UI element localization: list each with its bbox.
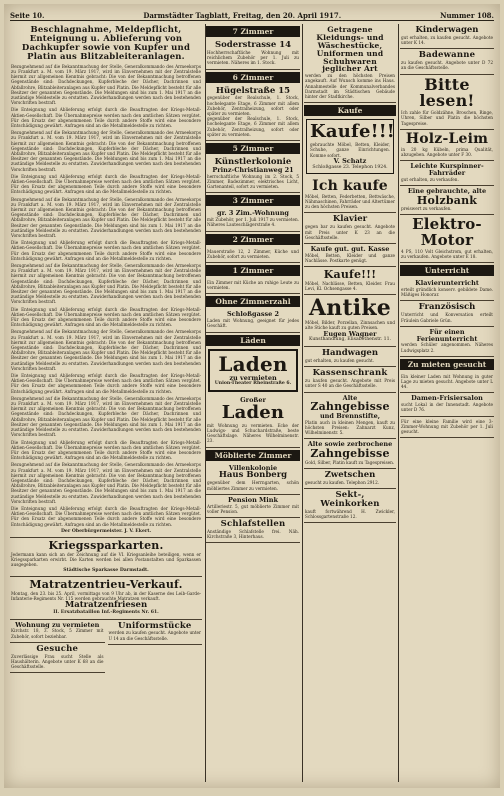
section-moeblierte-zimmer: Möblierte Zimmer: [206, 450, 300, 461]
ad-damen-title: Damen-Frisiersalon: [411, 394, 483, 403]
ad-huegelstrasse: [206, 85, 300, 142]
ad-zahngebisse-sub: und Brennstifte,: [319, 411, 381, 420]
ad-soderstrasse-title: Soderstrasse 14: [214, 40, 292, 50]
ad-klavierunterricht-title: Klavierunterricht: [415, 279, 479, 288]
ad-kaufe-gut: [304, 244, 396, 267]
col1-bottom-ads: [10, 620, 202, 674]
ad-damen-frisiersalon: [400, 393, 494, 416]
ad-laden-sub: zu vermieten: [229, 373, 277, 382]
ad-kaufe-box: [306, 119, 394, 174]
ad-kuenstlerkolonie-sub: Prinz-Christianweg 21: [212, 166, 294, 174]
ad-kriegssparkarten-body: Jedermann kann sich an der Zeichnung auf die VI. Kriegsanleihe beteiligen, wenn er Kriegssparkarten erwirbt. Die Karten werden bei allen Postanstalten und Sparkassen ausgegeben.: [11, 551, 201, 568]
ad-antike: [304, 295, 396, 347]
ad-elektro-motor-title: Elektro-Motor: [412, 215, 482, 250]
notice-kupfer-body-5: Bezugnehmend auf die Bekanntmachung der Stelle, Generalkommando des Armeekorps zu Frankfurt a. M. vom 19. März 1917, wird im Einvernehmen mit der Zentralstelle hiermit zur allgemeinen Kenntnis gebracht: Die von der Bekanntmachung betroffenen Gegenstände sind: Dachdeckungen, Kupferbleche der Dächer, Dachrinnen und Abfallrohre, Blitzableiteranlagen aus Kupfer und Platin. Die Meldepflicht besteht für alle Besitzer der genannten Gegenstände. Die Meldungen sind bis zum 1. Mai 1917 an die zuständige Meldestelle zu erstatten. Zuwiderhandlungen werden nach den bestehenden Vorschriften bestraft.: [11, 196, 201, 238]
ad-holzleim-body: in 20 kg Kübeln, prima Qualität, abzugeben. Angebote unter F 30.: [401, 146, 493, 157]
ad-kinderwagen-body: gut erhalten, zu kaufen gesucht. Angebote unter K 14.: [401, 34, 493, 46]
ad-zahngebisse-2-title: Zahngebisse: [310, 447, 390, 461]
ad-laden-gesucht: [400, 372, 494, 394]
ad-zwetschen-body: gesucht zu kaufen. Telephon 2912.: [305, 479, 380, 485]
ad-handwagen: [304, 347, 396, 367]
section-6-zimmer: 6 Zimmer: [206, 72, 300, 83]
ad-ich-kaufe-body: Möbel, Betten, Federbetten, Bettwäsche, Nähmaschinen, Fahrräder und Altertümer zu den höchsten Preisen.: [305, 193, 395, 210]
ad-kaufe-2-title: Kaufe!!!: [323, 268, 377, 282]
ad-ich-kaufe: [304, 177, 396, 213]
ad-kassenschrank: [304, 367, 396, 392]
notice-kupfer-body-14: Die Enteignung und Ablieferung erfolgt durch die Beauftragten der Kriegs-Metall-Aktien-Gesellschaft. Die Übernahmepreise werden nach den amtlichen Sätzen vergütet. Für den Ersatz der abgenommenen Teile durch andere Stoffe wird eine besondere Entschädigung gewährt. Anfragen sind an die Metallmeldestelle zu richten.: [11, 505, 201, 527]
ad-laden-body: Union-Theater Rheinstraße 6.: [214, 381, 292, 387]
page-number: Seite 10.: [10, 11, 45, 20]
ad-laden-title: Laden: [218, 351, 288, 376]
ad-zahngebisse-2: [304, 439, 396, 469]
ad-villenkolonie-sub: Haus Bonberg: [218, 470, 288, 481]
ad-kaufe-name: V. Schatz: [333, 156, 367, 165]
ad-pension-body: Artilleriestr. 5, gut möblierte Zimmer mit voller Pension.: [207, 503, 299, 514]
ad-kinderwagen: [400, 24, 494, 49]
ad-ferien: [400, 327, 494, 357]
ad-bitte-lesen-body: Ich zahle für Goldzähne, Broschen, Ringe, Uhren, Silber und Platin die höchsten Tagespreise.: [401, 110, 493, 126]
ad-kassenschrank-title: Kassenschrank: [312, 368, 388, 379]
section-5-zimmer: 5 Zimmer: [206, 143, 300, 154]
ad-villenkolonie: [206, 463, 300, 495]
ad-kleidung-title: Getragene Kleidungs- und Wäschestücke, Uniformen und Schuhwaren jeglicher Art: [316, 25, 384, 74]
ad-schlafstellen: [206, 518, 300, 543]
ad-gesuche-body: Zuverlässige Frau sucht Stelle als Haushälterin. Angebote unter K 68 an die Geschäftsstelle.: [11, 653, 104, 670]
ad-wohnung-gesucht: [400, 417, 494, 439]
ad-2-zimmer-body: Mauerstraße 12, 2 Zimmer, Küche und Zubehör, sofort zu vermieten.: [207, 248, 299, 259]
ad-bitte-lesen-title: Bitte lesen!: [419, 74, 475, 111]
ad-kaufe-gut-body: Möbel, Betten, Kleider und ganze Nachlässe. Postkarte genügt.: [305, 252, 395, 264]
ad-kriegssparkarten-footer: Städtische Sparkasse Darmstadt.: [63, 567, 149, 573]
ad-matratzen-footer: II. Ersatzbataillon Inf.-Regiments Nr. 61.: [53, 609, 159, 615]
ad-laden-gesucht-body: Ein kleiner Laden mit Wohnung in guter Lage zu mieten gesucht. Angebote unter L 44.: [401, 373, 493, 390]
ad-uniform-body: werden zu kaufen gesucht. Angebote unter U 14 an die Geschäftsstelle.: [108, 630, 201, 641]
ad-kassenschrank-body: zu kaufen gesucht. Angebote mit Preis unter S 40 an die Geschäftsstelle.: [305, 378, 395, 389]
notice-kupfer-heading: Beschlagnahme, Meldepflicht, Enteignung u. Ablieferung von Dachkupfer sowie von Kupfer und Platin aus Blitzableiteranlagen.: [21, 25, 191, 62]
ad-kaufe-title: Kaufe!!!: [310, 121, 395, 143]
ad-klavier-body: gegen bar zu kaufen gesucht. Angebote mit Preis unter K 23 an die Geschäftsstelle.: [305, 224, 395, 240]
ad-klavierunterricht: [400, 278, 494, 301]
ad-franzoesisch-body: Unterricht und Konversation erteilt Fräulein Gabriele Grün.: [401, 312, 493, 323]
ad-wohnung-gesucht-body: Für eine kleine Familie wird eine 3-Zimmer-Wohnung mit Zubehör per 1. Juli gesucht.: [401, 418, 493, 435]
ad-badewanne: [400, 49, 494, 74]
ad-gesuche: [10, 643, 105, 674]
ad-bitte-lesen: [400, 75, 494, 130]
ad-ferien-body: werden Schüler angenommen. Näheres Ludwigsplatz 2.: [401, 342, 493, 353]
ad-kuenstlerkolonie-title: Künstlerkolonie: [214, 157, 292, 168]
ad-kuenstlerkolonie: [206, 156, 300, 193]
notice-kupfer-body: Bezugnehmend auf die Bekanntmachung der Stelle, Generalkommando des Armeekorps zu Frankfurt a. M. vom 19. März 1917, wird im Einvernehmen mit der Zentralstelle hiermit zur allgemeinen Kenntnis gebracht: Die von der Bekanntmachung betroffenen Gegenstände sind: Dachdeckungen, Kupferbleche der Dächer, Dachrinnen und Abfallrohre, Blitzableiteranlagen aus Kupfer und Platin. Die Meldepflicht besteht für alle Besitzer der genannten Gegenstände. Die Meldungen sind bis zum 1. Mai 1917 an die zuständige Meldestelle zu erstatten. Zuwiderhandlungen werden nach den bestehenden Vorschriften bestraft.: [11, 63, 201, 106]
ad-grosser-laden-body: mit Wohnung zu vermieten. Ecke der Ludwigs- und Schuchardstraße, beste Geschäftslage. Näheres Wilhelminenstr. 23.: [207, 422, 299, 444]
ad-uniform: [108, 620, 203, 645]
ad-pension: [206, 495, 300, 518]
issue-number: Nummer 108.: [440, 11, 494, 20]
ad-badewanne-title: Badewanne: [418, 50, 476, 61]
ad-zwetschen: [304, 469, 396, 489]
notice-kupfer-body-9: Bezugnehmend auf die Bekanntmachung der Stelle, Generalkommando des Armeekorps zu Frankfurt a. M. vom 19. März 1917, wird im Einvernehmen mit der Zentralstelle hiermit zur allgemeinen Kenntnis gebracht: Die von der Bekanntmachung betroffenen Gegenstände sind: Dachdeckungen, Kupferbleche der Dächer, Dachrinnen und Abfallrohre, Blitzableiteranlagen aus Kupfer und Platin. Die Meldepflicht besteht für alle Besitzer der genannten Gegenstände. Die Meldungen sind bis zum 1. Mai 1917 an die zuständige Meldestelle zu erstatten. Zuwiderhandlungen werden nach den bestehenden Vorschriften bestraft.: [11, 329, 201, 371]
ad-antike-title: Antike: [308, 295, 392, 322]
ad-antike-body: Möbel, Bilder, Porzellan, Zinnsachen und alte Stiche kauft zu guten Preisen.: [305, 320, 395, 331]
ad-holzleim-title: Holz-Leim: [405, 130, 489, 147]
column-2: [206, 24, 303, 782]
section-unterricht: Unterricht: [400, 265, 494, 276]
col1-bottom-left: [10, 620, 105, 674]
ad-uniform-title: Uniformstücke: [117, 620, 192, 631]
ad-kriegssparkarten: [10, 538, 202, 577]
ad-kaufe-gut-title: Kaufe gut. gut. Kasse: [310, 245, 390, 253]
newspaper-title-date: Darmstädter Tagblatt, Freitag, den 20. April 1917.: [143, 11, 342, 20]
ad-1-zimmer: [206, 278, 300, 294]
ad-badewanne-body: zu kaufen gesucht. Angebote unter D 72 an die Geschäftsstelle.: [401, 60, 493, 71]
ad-kinderwagen-title: Kinderwagen: [415, 25, 479, 35]
ad-gesuche-title: Gesuche: [36, 643, 79, 654]
ad-wohnung-title: Wohnung zu vermieten: [15, 620, 100, 629]
section-3-zimmer: 3 Zimmer: [206, 195, 300, 206]
ad-klavier-title: Klavier: [332, 214, 368, 225]
ad-handwagen-body: gut erhalten, zu kaufen gesucht.: [305, 358, 375, 363]
ad-fahrrad-title: Leichte Kurspinner-Fahrräder: [410, 161, 484, 177]
section-7-zimmer: 7 Zimmer: [206, 26, 300, 37]
ad-matratzen-body: Montag, den 23. bis 25. April, vormittags von 9 Uhr ab, in der Kaserne des Leib-Garde-Infanterie-Regiments Nr. 115 werden gebrauchte Matratzen verkauft.: [11, 590, 201, 601]
masthead: [10, 8, 494, 21]
ad-soderstrasse: [206, 39, 300, 70]
notice-kupfer: [10, 24, 202, 538]
column-3: [304, 24, 399, 782]
section-ohne-zimmerzahl: Ohne Zimmerzahl: [206, 296, 300, 307]
ad-3-zimmer: [206, 208, 300, 231]
section-laeden: Läden: [206, 335, 300, 346]
ad-franzoesisch-title: Französisch: [418, 302, 476, 313]
ad-kaufe-2-body: Möbel, Nachlässe, Betten, Kleider. Frau Levi, Kl. Ochsengasse 4.: [305, 280, 395, 291]
ad-holzbank-body: preiswert zu verkaufen.: [401, 206, 452, 212]
ad-zahngebisse-title: Zahngebisse: [310, 400, 390, 414]
notice-kupfer-body-8: Die Enteignung und Ablieferung erfolgt durch die Beauftragten der Kriegs-Metall-Aktien-Gesellschaft. Die Übernahmepreise werden nach den amtlichen Sätzen vergütet. Für den Ersatz der abgenommenen Teile durch andere Stoffe wird eine besondere Entschädigung gewährt. Anfragen sind an die Metallmeldestelle zu richten.: [11, 306, 201, 328]
notice-kupfer-body-10: Die Enteignung und Ablieferung erfolgt durch die Beauftragten der Kriegs-Metall-Aktien-Gesellschaft. Die Übernahmepreise werden nach den amtlichen Sätzen vergütet. Für den Ersatz der abgenommenen Teile durch andere Stoffe wird eine besondere Entschädigung gewährt. Anfragen sind an die Metallmeldestelle zu richten.: [11, 373, 201, 394]
ad-matratzen-sub: Matratzenfriesen: [64, 600, 148, 611]
ad-huegelstrasse-title: Hügelstraße 15: [215, 85, 291, 96]
ad-antike-name: Eugen Wagner: [323, 329, 377, 338]
ad-kaufe-addr: Schloßgasse 23. Telephon 1924.: [312, 164, 388, 170]
ad-villenkolonie-title: Villenkolonie: [228, 463, 278, 472]
notice-kupfer-body-12: Die Enteignung und Ablieferung erfolgt durch die Beauftragten der Kriegs-Metall-Aktien-Gesellschaft. Die Übernahmepreise werden nach den amtlichen Sätzen vergütet. Für den Ersatz der abgenommenen Teile durch andere Stoffe wird eine besondere Entschädigung gewährt. Anfragen sind an die Metallmeldestelle zu richten.: [11, 439, 201, 461]
notice-kupfer-body-13: Bezugnehmend auf die Bekanntmachung der Stelle, Generalkommando des Armeekorps zu Frankfurt a. M. vom 19. März 1917, wird im Einvernehmen mit der Zentralstelle hiermit zur allgemeinen Kenntnis gebracht: Die von der Bekanntmachung betroffenen Gegenstände sind: Dachdeckungen, Kupferbleche der Dächer, Dachrinnen und Abfallrohre, Blitzableiteranlagen aus Kupfer und Platin. Die Meldepflicht besteht für alle Besitzer der genannten Gegenstände. Die Meldungen sind bis zum 1. Mai 1917 an die zuständige Meldestelle zu erstatten. Zuwiderhandlungen werden nach den bestehenden Vorschriften bestraft.: [11, 462, 201, 504]
ad-zahngebisse-body: Platin auch in kleinen Mengen, kauft zu höchsten Preisen: Zahnarzt Kunz, Wilhelminenstr. 5.: [305, 419, 395, 436]
col1-bottom-right: [108, 620, 203, 674]
ad-grosser-laden-title: Laden: [221, 401, 285, 423]
ad-kriegssparkarten-title: Kriegssparkarten.: [48, 539, 164, 553]
ad-sekt: [304, 489, 396, 523]
notice-signature: Der Oberbürgermeister. J. V. Ekert.: [60, 528, 152, 534]
newspaper-page: [4, 4, 500, 788]
ad-damen-body: sucht Lokal in der Innenstadt. Angebote unter D 76.: [401, 402, 493, 413]
ad-grosser-laden-pre: Großer: [240, 396, 266, 405]
notice-kupfer-body-2: Die Enteignung und Ablieferung erfolgt durch die Beauftragten der Kriegs-Metall-Aktien-Gesellschaft. Die Übernahmepreise werden nach den amtlichen Sätzen vergütet. Für den Ersatz der abgenommenen Teile durch andere Stoffe wird eine besondere Entschädigung gewährt. Anfragen sind an die Metallmeldestelle zu richten.: [11, 107, 201, 128]
ad-handwagen-title: Handwagen: [321, 348, 379, 359]
ad-kaufe-2: [304, 267, 396, 295]
ad-matratzen: [10, 577, 202, 619]
ad-schlafstellen-title: Schlafstellen: [220, 518, 286, 529]
notice-kupfer-body-11: Bezugnehmend auf die Bekanntmachung der Stelle, Generalkommando des Armeekorps zu Frankfurt a. M. vom 19. März 1917, wird im Einvernehmen mit der Zentralstelle hiermit zur allgemeinen Kenntnis gebracht: Die von der Bekanntmachung betroffenen Gegenstände sind: Dachdeckungen, Kupferbleche der Dächer, Dachrinnen und Abfallrohre, Blitzableiteranlagen aus Kupfer und Platin. Die Meldepflicht besteht für alle Besitzer der genannten Gegenstände. Die Meldungen sind bis zum 1. Mai 1917 an die zuständige Meldestelle zu erstatten. Zuwiderhandlungen werden nach den bestehenden Vorschriften bestraft.: [11, 395, 201, 438]
ad-soderstrasse-body: Hochherrschaftliche Wohnung mit reichlichem Zubehör per 1. Juli zu vermieten. Näheres im 1. Stock.: [207, 49, 299, 66]
ad-kaufe-body: gebrauchte Möbel, Betten, Kleider, Schuhe, ganze Einrichtungen. Komme sofort.: [310, 142, 390, 158]
column-4: [400, 24, 494, 782]
ad-huegelstrasse-body-2: gegenüber der Realschule, 1. Stock, hochelegante Etage, 6 Zimmer mit allem Zubehör, Zentralheizung, sofort oder später zu vermieten.: [207, 116, 299, 137]
ad-grosser-laden: [206, 395, 300, 448]
ad-holzleim: [400, 130, 494, 161]
ad-sekt-title: Sekt-, Weinkorken: [320, 490, 380, 509]
ad-pension-title: Pension Mink: [228, 495, 278, 504]
ad-sekt-body: kauft fortwährend H. Zwickler, Schlossgartenstraße 12.: [305, 508, 395, 520]
ad-ferien-title: Für einen Ferienunterricht: [416, 327, 478, 343]
ad-schlossgasse: [206, 309, 300, 332]
section-zu-mieten: Zu mieten gesucht: [400, 359, 494, 370]
ad-kuenstlerkolonie-body: herrschaftliche Wohnung im 2. Stock, 5 Zimmer, Badezimmer, elektrisches Licht, Gartenanteil, sofort zu vermieten.: [207, 173, 299, 190]
ad-kleidung: [304, 24, 396, 103]
ad-holzbank-pre: Eine gebrauchte, alte: [407, 186, 487, 195]
ad-3-zimmer-body: mit Zubehör, per 1. Juli 1917 zu vermieten. Näheres Lauteschlägerstraße 4.: [207, 217, 299, 228]
section-kaufe: Kaufe: [304, 105, 396, 116]
section-1-zimmer: 1 Zimmer: [206, 265, 300, 276]
column-1: [10, 24, 206, 782]
notice-kupfer-body-6: Die Enteignung und Ablieferung erfolgt durch die Beauftragten der Kriegs-Metall-Aktien-Gesellschaft. Die Übernahmepreise werden nach den amtlichen Sätzen vergütet. Für den Ersatz der abgenommenen Teile durch andere Stoffe wird eine besondere Entschädigung gewährt. Anfragen sind an die Metallmeldestelle zu richten.: [11, 240, 201, 261]
ad-wohnung-body: Kirchstr. 18, 3. Stock, 5 Zimmer mit Zubehör, sofort beziehbar.: [11, 628, 104, 639]
notice-kupfer-body-7: Bezugnehmend auf die Bekanntmachung der Stelle, Generalkommando des Armeekorps zu Frankfurt a. M. vom 19. März 1917, wird im Einvernehmen mit der Zentralstelle hiermit zur allgemeinen Kenntnis gebracht: Die von der Bekanntmachung betroffenen Gegenstände sind: Dachdeckungen, Kupferbleche der Dächer, Dachrinnen und Abfallrohre, Blitzableiteranlagen aus Kupfer und Platin. Die Meldepflicht besteht für alle Besitzer der genannten Gegenstände. Die Meldungen sind bis zum 1. Mai 1917 an die zuständige Meldestelle zu erstatten. Zuwiderhandlungen werden nach den bestehenden Vorschriften bestraft.: [11, 263, 201, 305]
ad-matratzen-title: Matratzentrieu-Verkauf.: [29, 578, 183, 592]
ad-kleidung-body: werden zu den höchsten Preisen angekauft. Auf Wunsch komme ins Haus. Annahmestelle der Kommunalverbandes Darmstadt im Städtischen Gebäude hinter der Stadtkirche.: [305, 73, 395, 100]
ad-klavierunterricht-body: erteilt gründlich konserv. gebildete Dame. Mäßiges Honorar.: [401, 287, 493, 298]
ad-elektro-motor: [400, 215, 494, 263]
ad-holzbank-title: Holzbank: [416, 193, 478, 207]
ad-elektro-motor-body: 4 PS, 110 Volt Gleichstrom, gut erhalten, zu verkaufen. Angebote unter E 18.: [401, 248, 493, 260]
ad-3-zimmer-title: gr. 3 Zim.-Wohnung: [217, 209, 289, 218]
notice-kupfer-body-4: Die Enteignung und Ablieferung erfolgt durch die Beauftragten der Kriegs-Metall-Aktien-Gesellschaft. Die Übernahmepreise werden nach den amtlichen Sätzen vergütet. Für den Ersatz der abgenommenen Teile durch andere Stoffe wird eine besondere Entschädigung gewährt. Anfragen sind an die Metallmeldestelle zu richten.: [11, 173, 201, 195]
ad-holzbank: [400, 186, 494, 216]
section-2-zimmer: 2 Zimmer: [206, 234, 300, 245]
ad-antike-addr: Kunsthandlung, Elisabethenstr. 11.: [309, 337, 391, 343]
ad-zwetschen-title: Zwetschen: [324, 469, 376, 480]
ad-zahngebisse: [304, 393, 396, 440]
ad-huegelstrasse-body: gegenüber der Realschule, 1. Stock, hochelegante Etage, 6 Zimmer mit allem Zubehör, Zentralheizung, sofort oder später zu vermieten.: [207, 95, 299, 117]
ad-zahngebisse-pre: Alte: [342, 393, 358, 402]
ad-schlossgasse-body: Laden mit Wohnung, geeignet für jedes Geschäft.: [207, 318, 299, 329]
ad-1-zimmer-body: Ein Zimmer mit Küche an ruhige Leute zu vermieten.: [207, 280, 299, 291]
ad-zahngebisse-2-body: Gold, Silber, Platin kauft zu Tagespreisen.: [305, 459, 395, 465]
ad-klavier: [304, 213, 396, 244]
ad-ich-kaufe-title: Ich kaufe: [312, 178, 388, 195]
ad-franzoesisch: [400, 301, 494, 326]
notice-kupfer-body-3: Bezugnehmend auf die Bekanntmachung der Stelle, Generalkommando des Armeekorps zu Frankfurt a. M. vom 19. März 1917, wird im Einvernehmen mit der Zentralstelle hiermit zur allgemeinen Kenntnis gebracht: Die von der Bekanntmachung betroffenen Gegenstände sind: Dachdeckungen, Kupferbleche der Dächer, Dachrinnen und Abfallrohre, Blitzableiteranlagen aus Kupfer und Platin. Die Meldepflicht besteht für alle Besitzer der genannten Gegenstände. Die Meldungen sind bis zum 1. Mai 1917 an die zuständige Meldestelle zu erstatten. Zuwiderhandlungen werden nach den bestehenden Vorschriften bestraft.: [11, 130, 201, 172]
ad-zahngebisse-2-pre: Alte sowie zerbrochene: [307, 440, 393, 449]
ad-fahrrad: [400, 161, 494, 186]
ad-fahrrad-body: gut erhalten, zu verkaufen.: [401, 176, 459, 182]
ad-schlossgasse-title: Schloßgasse 2: [226, 310, 280, 319]
ad-schlafstellen-body: Anständige Schlafstelle frei. Näh. Kirchstraße 3, Hinterhaus.: [207, 528, 299, 540]
ad-laden-box: [208, 349, 298, 392]
ad-2-zimmer: [206, 247, 300, 263]
ad-villenkolonie-body: gegenüber dem Herrngarten, schön möbliertes Zimmer zu vermieten.: [207, 480, 299, 491]
ad-wohnung: [10, 620, 105, 643]
